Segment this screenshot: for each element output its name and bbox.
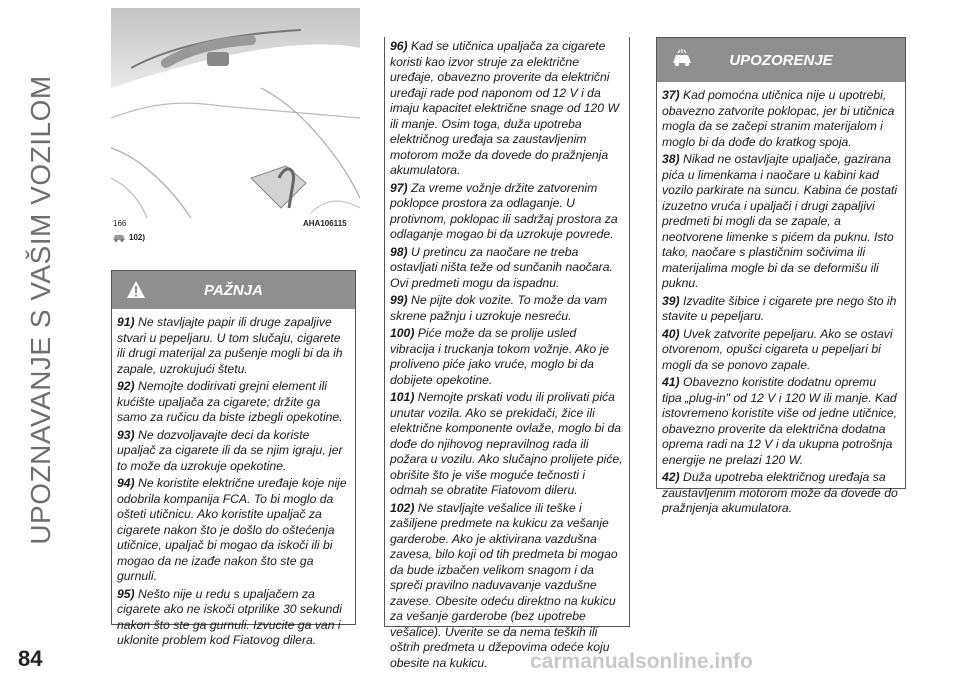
caution-item: 97) Za vreme vožnje držite zatvorenim poklopce prostora za odlaganje. U protivnom, poklopac ili sadržaj prostora za odlaganje mogao bi da uzrokuje povrede.	[390, 180, 618, 241]
warning-header: UPOZORENJE	[657, 38, 905, 82]
warning-body	[657, 82, 905, 523]
side-section-title: UPOZNAVANJE S VAŠIM VOZILOM	[25, 75, 56, 545]
warning-item: 38) Nikad ne ostavljajte upaljače, gazirana pića u limenkama i naočare u kabini kad vozilo parkirate na suncu. Kabina će postati izuzetno vruća i upaljači i drugi zapaljivi predmeti bi mogli da se zapale, a neotvorene limenke s pićem da puknu. Isto tako, naočare s plastičnim sočivima ili materijalima mogle bi da se deformišu ili puknu.	[662, 152, 898, 290]
caution-item: 95) Nešto nije u redu s upaljačem za cigarete ako ne iskoči otprilike 30 sekundi nakon što ste ga gurnuli. Izvucite ga van i uklonite problem kod Fiatovog dilera.	[117, 586, 342, 647]
caution-continuation-box	[384, 37, 630, 670]
page-number: 84	[18, 646, 43, 671]
coat-hook-illustration	[111, 8, 360, 240]
caution-item: 96) Kad se utičnica upaljača za cigarete koristi kao izvor struje za električne uređaje, obavezno proverite da električni uređaji rade pod naponom od 12 V i da imaju kapacitet električne snage od 120 W ili manje. Osim toga, duža upotreba električnog uređaja sa zaustavljenim motorom može da dovede do pražnjenja akumulatora.	[390, 39, 619, 177]
figure-note-ref: 102)	[112, 232, 145, 242]
caution-continuation-body	[385, 37, 629, 677]
caution-item: 93) Ne dozvoljavajte deci da koriste upaljač za cigarete ili da se njim igraju, jer to može da uzrokuje opekotine.	[117, 427, 343, 473]
car-warning-icon	[112, 232, 126, 242]
warning-triangle-icon	[126, 280, 146, 300]
warning-item: 37) Kad pomoćna utičnica nije u upotrebi, obavezno zatvorite poklopac, jer bi utičnica mogla da se začepi stranim materijalom i moglo bi da dođe do kratkog spoja.	[662, 88, 895, 149]
caution-item: 100) Piće može da se prolije usled vibracija i truckanja tokom vožnje. Ako je proliveno piće jako vruće, moglo bi da dobijete opekotine.	[390, 326, 610, 387]
caution-item: 94) Ne koristite električne uređaje koje nije odobrila kompanija FCA. To bi moglo da ošteti utičnicu. Ako koristite upaljač za cigarete nakon što je došlo do oštećenja utičnice, upaljač bi mogao da iskoči ili bi mogao da ne izađe nakon što ste ga gurnuli.	[117, 476, 347, 583]
warning-item: 41) Obavezno koristite dodatnu opremu tipa „plug-in" od 12 V i 120 W ili manje. Kad istovremeno koristite više od jedne utičnice, obavezno proverite da električna dodatna oprema radi na 12 V i da ukupna potrošnja energije ne prelazi 120 W.	[662, 375, 898, 467]
warning-box	[656, 37, 906, 515]
caution-item: 98) U pretincu za naočare ne treba ostavljati ništa teže od sunčanih naočara. Ovi predmeti mogu da ispadnu.	[390, 244, 613, 290]
warning-item: 42) Duža upotreba električnog uređaja sa zaustavljenim motorom može da dovede do pražnjenja akumulatora.	[662, 470, 898, 515]
caution-box	[111, 270, 356, 647]
warning-item: 39) Izvadite šibice i cigarete pre nego što ih stavite u pepeljaru.	[662, 293, 897, 323]
watermark: carmanualsonline.info	[530, 650, 753, 673]
car-warning-icon	[671, 49, 693, 69]
caution-item: 92) Nemojte dodirivati grejni element ili kućište upaljača za cigarete; držite ga samo za ručicu da biste izbegli opekotine.	[117, 379, 343, 424]
figure-code: AHA106115	[303, 219, 347, 228]
caution-item: 99) Ne pijte dok vozite. To može da vam skrene pažnju i uzrokuje nesreću.	[390, 293, 608, 323]
figure-caption: 166	[113, 219, 127, 228]
caution-item: 91) Ne stavljajte papir ili druge zapaljive stvari u pepeljaru. U tom slučaju, cigarete ili drugi materijal za pušenje mogli bi da ih zapale, uzrokujući štetu.	[117, 315, 343, 376]
caution-item: 101) Nemojte prskati vodu ili prolivati pića unutar vozila. Ako se prekidači, žice ili električne komponente ovlaže, moglo bi da dođe do njihovog nepravilnog rada ili požara u vozilu. Ako slučajno prolijete piće, obrišite što je više moguće tečnosti i odmah se obratite Fiatovom dileru.	[390, 390, 623, 497]
caution-header: PAŽNJA	[112, 271, 355, 309]
warning-item: 40) Uvek zatvorite pepeljaru. Ako se ostavi otvorenom, opušci cigareta u pepeljari bi mogli da se ponovo zapale.	[662, 326, 893, 372]
caution-item: 102) Ne stavljajte vešalice ili teške i zašiljene predmete na kukicu za vešanje garderobe. Ako je aktivirana vazdušna zavesa, bilo koji od tih predmeta bi mogao da bude izbačen velikom snagom i da spreči pravilno naduvavanje vazdušne zavese. Obesite odeću direktno na kukicu za vešanje garderobe (bez upotrebe vešalice). Uverite se da nema teških ili oštrih predmeta u džepovima odeće koju obesite na kukicu.	[390, 500, 618, 670]
caution-body	[112, 309, 355, 655]
